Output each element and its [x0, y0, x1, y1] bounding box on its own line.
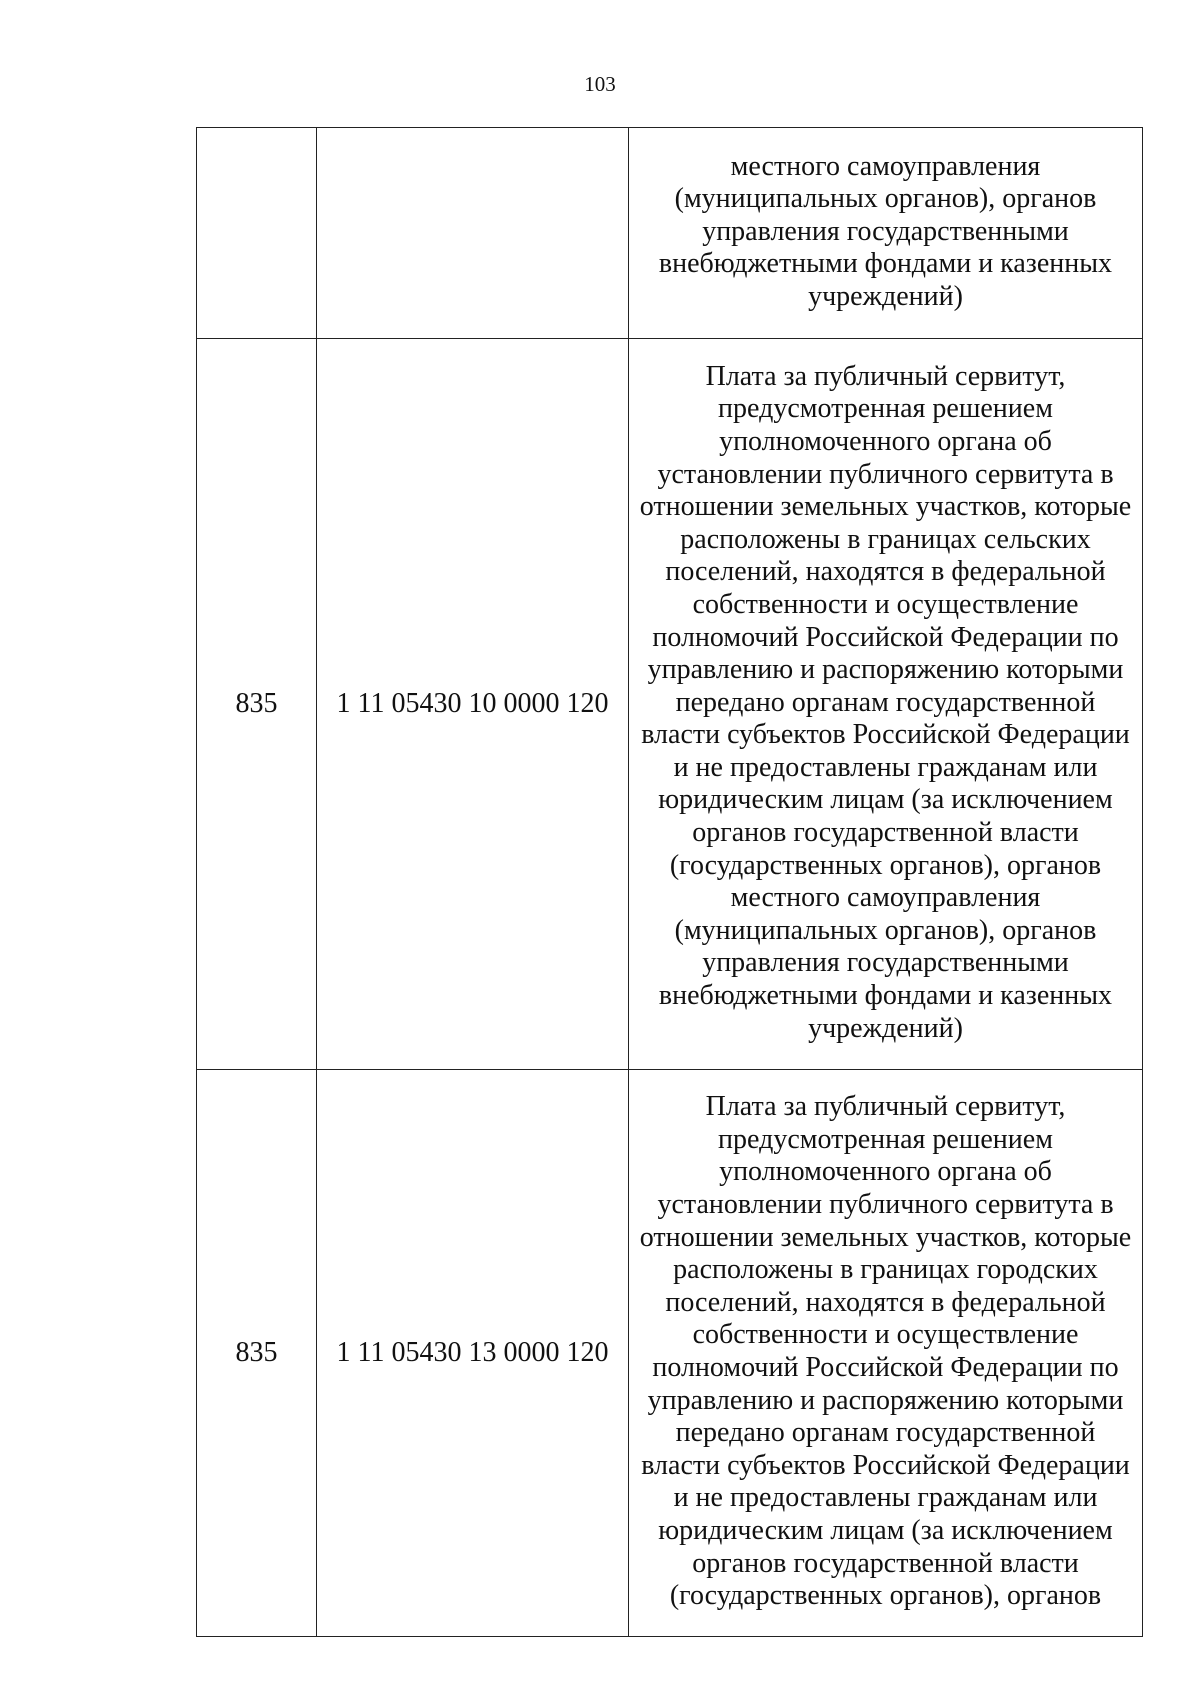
description-line: органов государственной власти	[692, 817, 1079, 849]
description-line: установлении публичного сервитута в	[657, 458, 1114, 490]
description-line: местного самоуправления	[730, 150, 1041, 182]
description-line: предусмотренная решением	[718, 1123, 1053, 1155]
description-line: юридическим лицам (за исключением	[658, 784, 1113, 816]
budget-code-cell	[317, 128, 629, 339]
revenue-codes-table	[196, 127, 1143, 1637]
description-line: управлению и распоряжению которыми	[647, 1384, 1124, 1416]
description-line: отношении земельных участков, которые	[639, 1221, 1132, 1253]
description-cell	[629, 128, 1143, 339]
description-line: власти субъектов Российской Федерации	[641, 719, 1130, 751]
description-line: уполномоченного органа об	[719, 425, 1052, 457]
description-line: полномочий Российской Федерации по	[652, 1352, 1119, 1383]
description-line: собственности и осуществление	[692, 588, 1079, 620]
description-line: местного самоуправления	[730, 882, 1041, 914]
description-line: внебюджетными фондами и казенных	[658, 248, 1113, 280]
description-line: поселений, находятся в федеральной	[665, 1286, 1106, 1318]
description-line: передано органам государственной	[675, 1417, 1096, 1449]
description-line: установлении публичного сервитута в	[657, 1189, 1114, 1221]
description-line: Плата за публичный сервитут,	[705, 1091, 1066, 1123]
table-row	[197, 1070, 1143, 1637]
description-line: поселений, находятся в федеральной	[665, 556, 1106, 588]
description-line: (муниципальных органов), органов	[674, 914, 1097, 946]
description-line: управления государственными	[702, 947, 1069, 979]
description-cell	[629, 1070, 1143, 1637]
description-line: собственности и осуществление	[692, 1319, 1079, 1351]
description-line: уполномоченного органа об	[719, 1156, 1052, 1188]
description-line: отношении земельных участков, которые	[639, 491, 1132, 523]
description-line: юридическим лицам (за исключением	[658, 1514, 1113, 1546]
description-line: управлению и распоряжению которыми	[647, 654, 1124, 686]
description-line: (государственных органов), органов	[669, 849, 1102, 881]
description-line: власти субъектов Российской Федерации	[641, 1449, 1130, 1481]
budget-code-cell: 1 11 05430 10 0000 120	[317, 339, 629, 1070]
description-line: органов государственной власти	[692, 1547, 1079, 1579]
table-row	[197, 128, 1143, 339]
table-row	[197, 339, 1143, 1070]
description-line: и не предоставлены гражданам или	[673, 1482, 1098, 1514]
description-line: внебюджетными фондами и казенных	[658, 980, 1113, 1012]
page-number: 103	[584, 72, 616, 96]
description-cell	[629, 339, 1143, 1070]
description-line: учреждений)	[808, 280, 963, 312]
admin-code-cell: 835	[197, 1070, 317, 1637]
description-line: и не предоставлены гражданам или	[673, 751, 1098, 783]
description-line: (муниципальных органов), органов	[674, 183, 1097, 215]
description-line: учреждений)	[808, 1012, 963, 1044]
description-line: расположены в границах городских	[673, 1254, 1098, 1286]
description-line: передано органам государственной	[675, 686, 1096, 718]
description-line: Плата за публичный сервитут,	[705, 360, 1066, 392]
description-line: (государственных органов), органов	[669, 1580, 1102, 1612]
description-line: полномочий Российской Федерации по	[652, 621, 1119, 653]
description-line: предусмотренная решением	[718, 393, 1053, 425]
description-line: управления государственными	[702, 215, 1069, 247]
budget-code-cell: 1 11 05430 13 0000 120	[317, 1070, 629, 1637]
admin-code-cell: 835	[197, 339, 317, 1070]
description-line: расположены в границах сельских	[680, 523, 1091, 555]
admin-code-cell	[197, 128, 317, 339]
